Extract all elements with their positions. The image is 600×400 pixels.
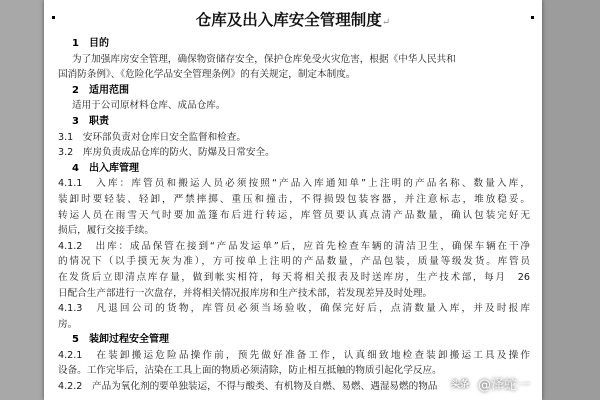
paragraph-line: 4.1.3 凡退回公司的货物，库管员必须当场验收，确保完好后，点清数量入库，并及时报库 [58, 303, 530, 315]
document-title [44, 8, 542, 30]
paragraph-line: 4.2.2 产品为氧化剂的要单独装运，不得与酸类、有机物及自燃、易燃、遇湿易燃的物品 [58, 381, 438, 393]
section-heading: 1 目的 [72, 38, 109, 49]
watermark [448, 372, 530, 394]
paragraph-line: 损后，履行交接手续。 [58, 225, 154, 237]
section-heading: 4 出入库管理 [72, 162, 139, 174]
paragraph-line: 设备。工作完毕后，沾染在工具上面的物质必须清除，防止相互抵触的物质引起化学反应。 [58, 365, 442, 377]
paragraph-line: 房。 [58, 318, 78, 330]
watermark-text: @泽蛇一 [477, 377, 530, 393]
paragraph-mark: ↵ [381, 17, 391, 28]
paragraph-line: 日配合生产部进行一次盘存，并将相关情况报库房和生产技术部，若发现差异及时处理。 [58, 287, 433, 299]
background-window-left [0, 0, 44, 400]
paragraph-line: 装卸时要轻装、轻卸，严禁摔掷、重压和撞击，不得损毁包装容器，并注意标志，堆放稳妥。 [58, 193, 530, 205]
paragraph-line: 的情况下（以手摸无灰为准），方可按单上注明的产品数量，产品包装，质量等级发货。库管员 [58, 256, 530, 268]
paragraph-line: 4.1.2 出库：成品保管在接到“产品发运单”后，应首先检查车辆的清洁卫生，确保车辆在干净 [58, 240, 530, 252]
section-heading: 5 装卸过程安全管理 [72, 334, 169, 346]
document-title-text: 仓库及出入库安全管理制度 [195, 10, 382, 29]
paragraph-line: 4.1.1 入库：库管员和搬运人员必须按照“产品入库通知单”上注明的产品名称、数量入库， [58, 178, 530, 190]
paragraph-line: 国消防条例》、《危险化学品安全管理条例》的有关规定，制定本制度。 [58, 69, 356, 81]
paragraph-line: 4.2.1 在装卸搬运危险品操作前，预先做好准备工作，认真细致地检查装卸搬运工具及操作 [58, 349, 530, 361]
paragraph-line: 为了加强库房安全管理，确保物资储存安全，保护仓库免受火灾危害，根据《中华人民共和 [72, 53, 456, 65]
paragraph-line: 3.2 库房负责成品仓库的防火、防爆及日常安全。 [58, 147, 275, 159]
paragraph-line: 在发货后立即清点库存量，做到帐实相符，每天将相关报表及时送库房，生产技术部，每月 26 [58, 271, 530, 283]
document-page [44, 0, 542, 400]
background-window-right [542, 0, 600, 400]
document-body [58, 36, 530, 395]
paragraph-line: 3.1 安环部负责对仓库日安全监督和检查。 [58, 131, 246, 143]
paragraph-line: 适用于公司原材料仓库、成品仓库。 [72, 100, 226, 112]
section-heading: 2 适用范围 [72, 84, 129, 96]
section-heading: 3 职责 [72, 115, 109, 127]
toutiao-logo: 头条 [448, 371, 472, 395]
paragraph-line: 转运人员在雨雪天气时要加盖篷布后进行转运，库管员要认真点清产品数量，确认包装完好无 [58, 209, 530, 221]
